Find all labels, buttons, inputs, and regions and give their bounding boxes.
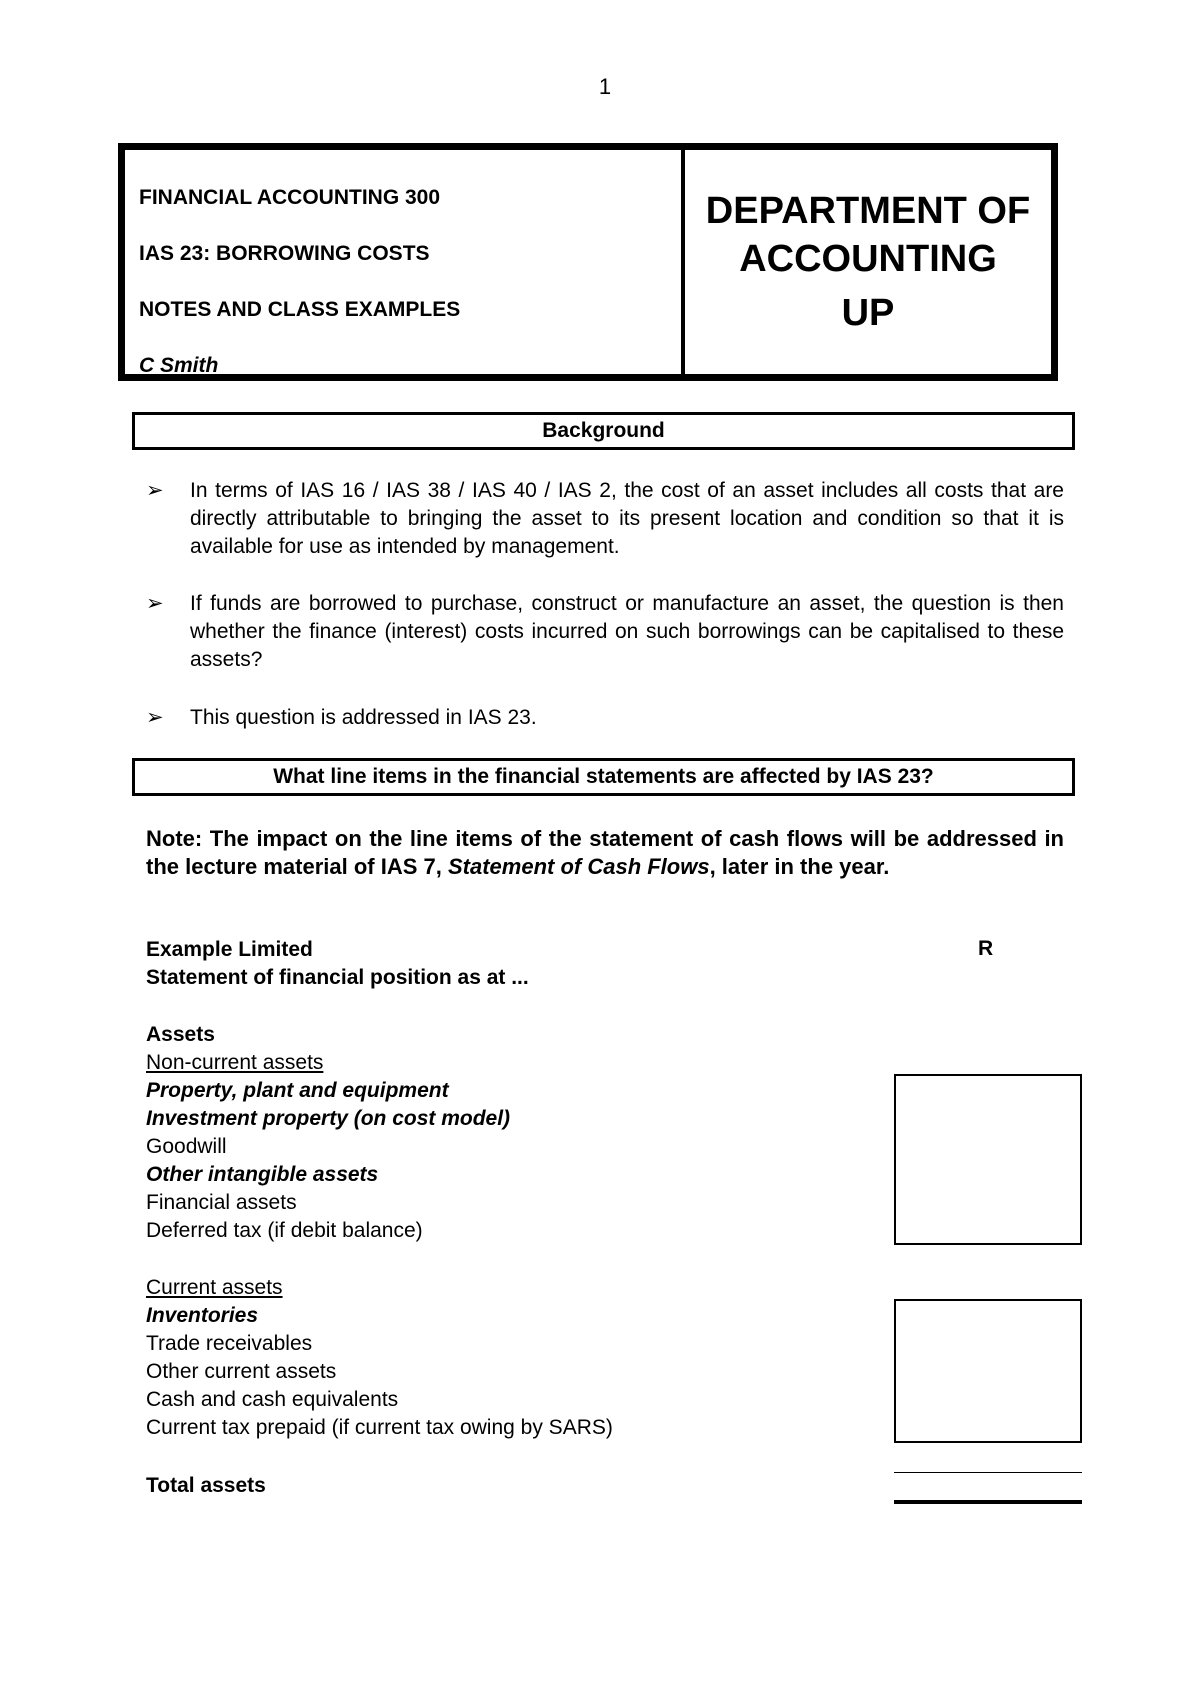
document-subtitle: NOTES AND CLASS EXAMPLES	[139, 298, 461, 321]
line-item: Deferred tax (if debit balance)	[146, 1219, 423, 1242]
page-number: 1	[598, 74, 612, 99]
statement-title: Statement of financial position as at ...	[146, 966, 529, 989]
department-line-1: DEPARTMENT OF	[705, 190, 1031, 232]
arrow-bullet-icon: ➢	[146, 479, 164, 502]
line-item: Other intangible assets	[146, 1163, 379, 1186]
current-amount-box	[894, 1299, 1082, 1443]
bullet-text: In terms of IAS 16 / IAS 38 / IAS 40 / IAS 2, the cost of an asset includes all costs that are directly attributable to bringing the asset to its present location and condition so that it is available for use as intended by management.	[190, 479, 1064, 558]
bullet-text: If funds are borrowed to purchase, construct or manufacture an asset, the question is then whether the finance (interest) costs incurred on such borrowings can be capitalised to these assets?	[190, 592, 1064, 671]
line-item: Investment property (on cost model)	[146, 1107, 511, 1130]
bullet-item	[146, 477, 1064, 561]
non-current-amount-box	[894, 1074, 1082, 1245]
arrow-bullet-icon: ➢	[146, 592, 164, 615]
line-item: Current tax prepaid (if current tax owing by SARS)	[146, 1416, 613, 1439]
line-item: Financial assets	[146, 1191, 297, 1214]
currency-column-header: R	[978, 937, 994, 960]
bullet-item	[146, 704, 1064, 732]
company-name: Example Limited	[146, 938, 313, 961]
note-paragraph	[146, 825, 1064, 881]
note-text: Note: The impact on the line items of the statement of cash flows will be addressed in the lecture material of IAS 7,	[146, 826, 1064, 879]
topic-title: IAS 23: BORROWING COSTS	[139, 242, 430, 265]
section-heading-line-items: What line items in the financial statements are affected by IAS 23?	[132, 758, 1075, 796]
line-item: Property, plant and equipment	[146, 1079, 449, 1102]
current-heading: Current assets	[146, 1276, 283, 1299]
note-reference: Statement of Cash Flows	[447, 854, 710, 879]
bullet-text: This question is addressed in IAS 23.	[190, 706, 537, 729]
subtotal-rule	[894, 1472, 1082, 1473]
line-item: Other current assets	[146, 1360, 337, 1383]
line-item: Trade receivables	[146, 1332, 313, 1355]
bullet-item	[146, 590, 1064, 674]
author: C Smith	[139, 354, 219, 377]
department-line-3: UP	[841, 292, 895, 334]
line-item: Cash and cash equivalents	[146, 1388, 399, 1411]
title-block	[118, 143, 1058, 381]
total-double-rule	[894, 1500, 1082, 1504]
note-text-end: , later in the year.	[709, 854, 890, 879]
department-line-2: ACCOUNTING	[739, 238, 997, 280]
department-block	[685, 150, 1051, 374]
section-heading-background: Background	[132, 412, 1075, 450]
assets-heading: Assets	[146, 1023, 215, 1046]
non-current-heading: Non-current assets	[146, 1051, 324, 1074]
line-item: Goodwill	[146, 1135, 227, 1158]
course-info	[125, 150, 685, 377]
total-assets-label: Total assets	[146, 1474, 266, 1497]
line-item: Inventories	[146, 1304, 259, 1327]
arrow-bullet-icon: ➢	[146, 706, 164, 729]
course-title: FINANCIAL ACCOUNTING 300	[139, 186, 441, 209]
